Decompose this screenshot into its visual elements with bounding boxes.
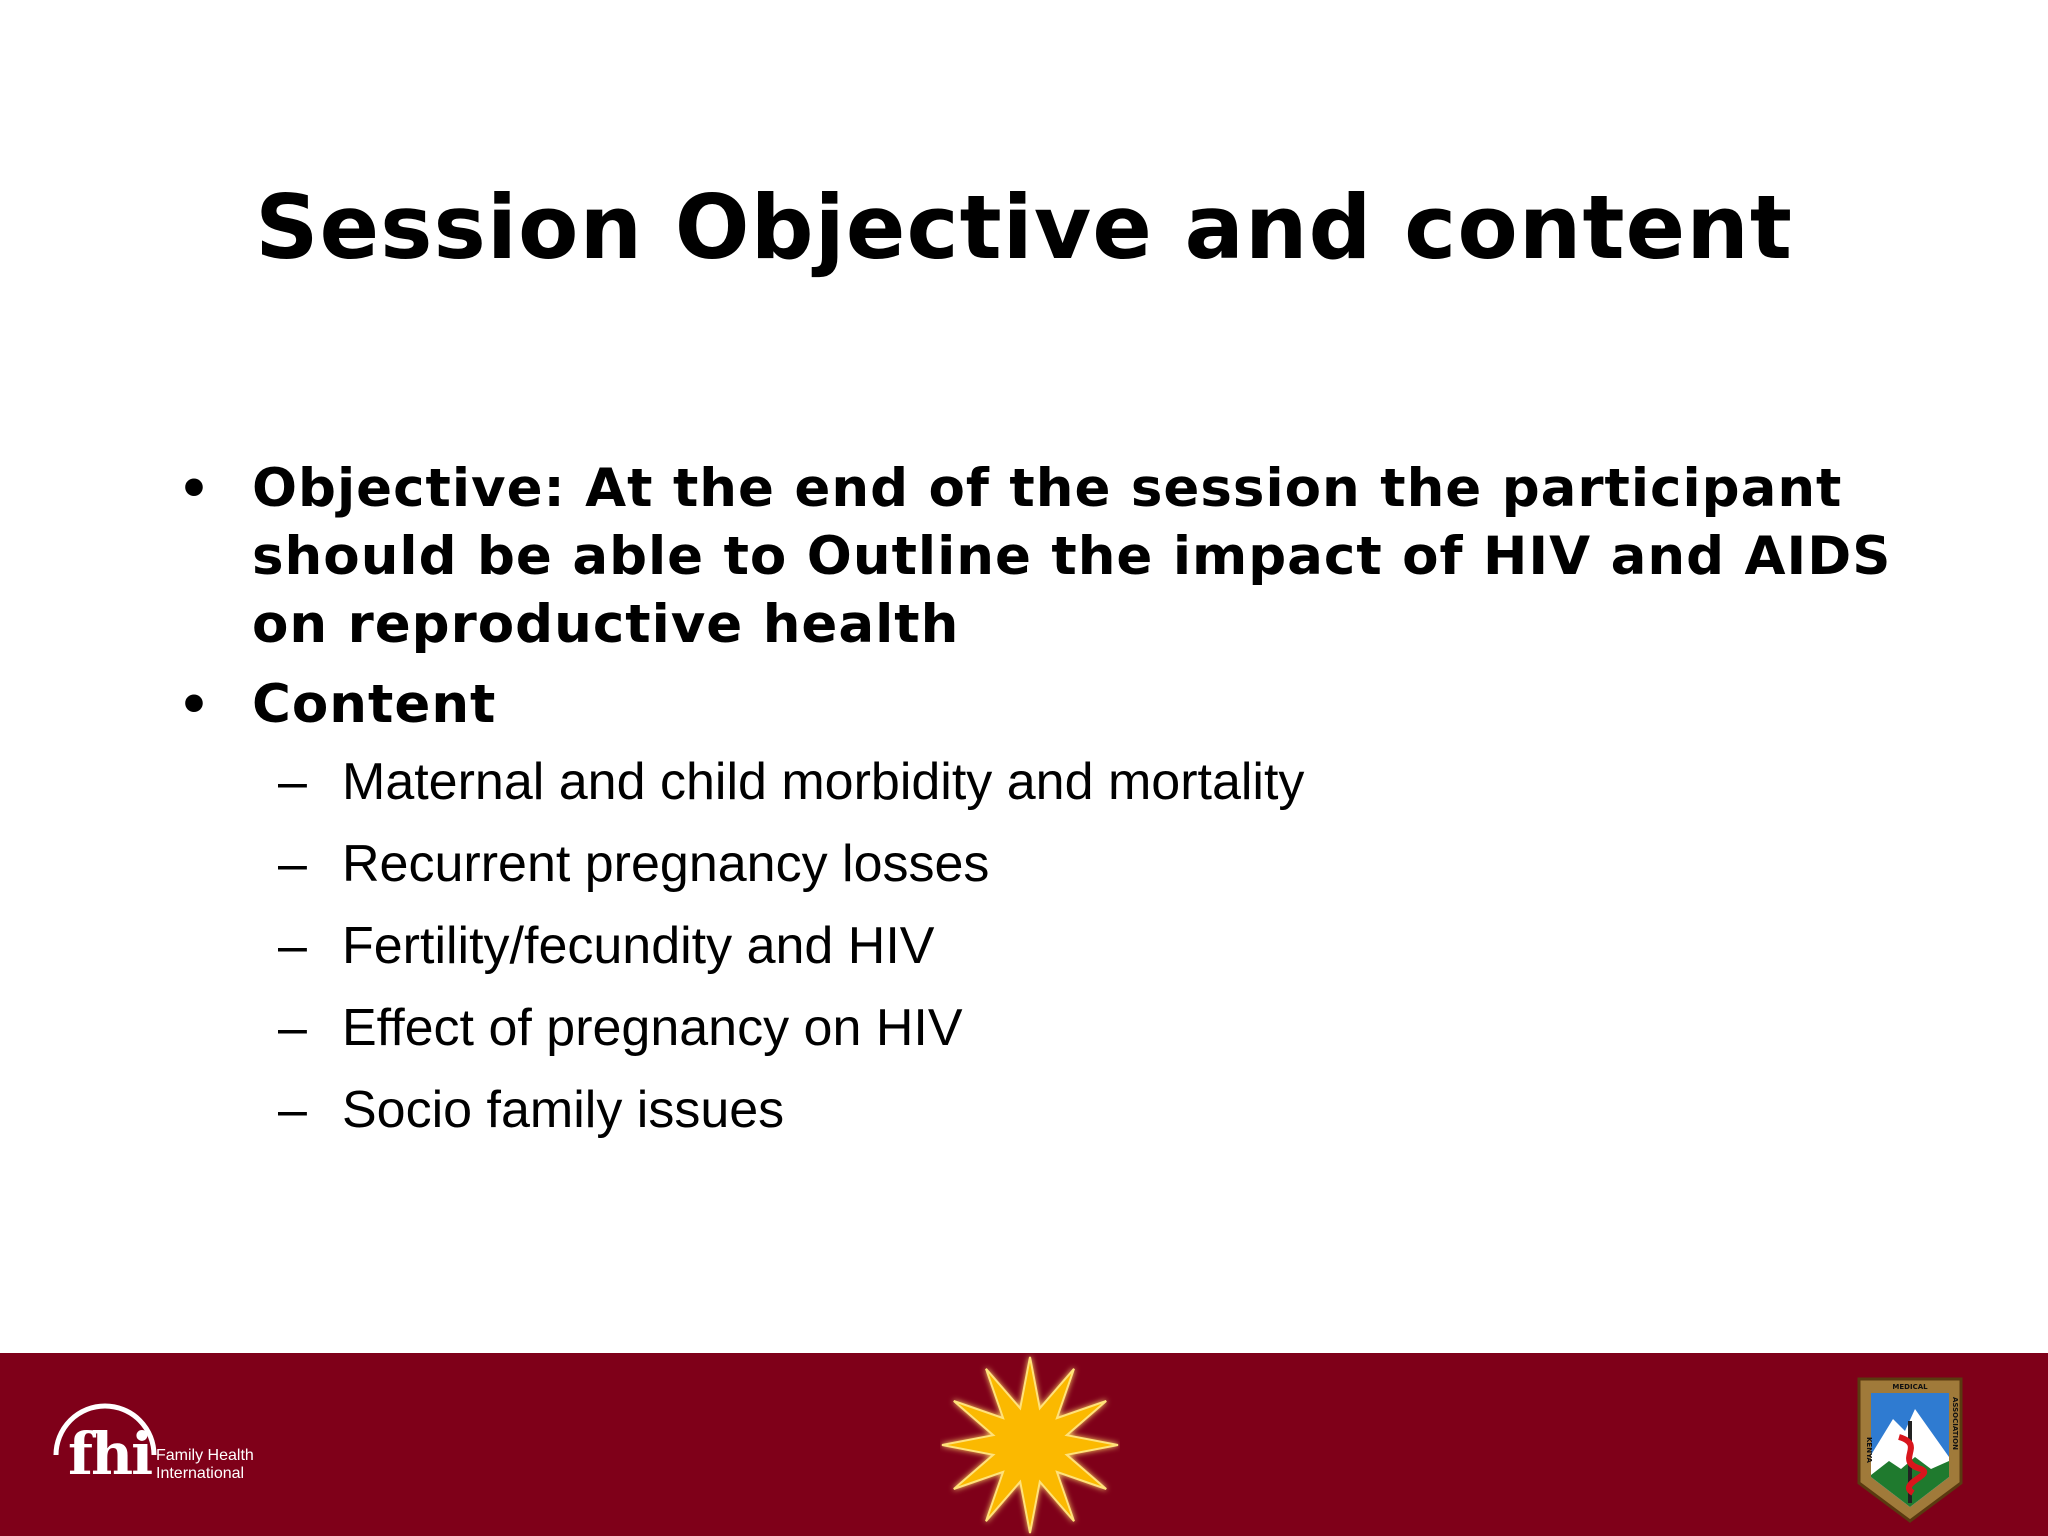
bullet-marker: • xyxy=(178,460,211,518)
sun-star-icon xyxy=(940,1353,1120,1536)
fhi-logo xyxy=(50,1397,290,1507)
list-item xyxy=(170,997,1920,1059)
slide-content xyxy=(170,455,1920,1161)
content-heading: Content xyxy=(252,674,497,735)
list-item xyxy=(170,915,1920,977)
list-item-text: Recurrent pregnancy losses xyxy=(342,835,990,893)
dash-marker: – xyxy=(278,999,307,1057)
objective-text: Objective: At the end of the session the participant should be able to Outline the impact of HIV and AIDS on reproductive health xyxy=(252,458,1892,655)
list-item-text: Maternal and child morbidity and mortality xyxy=(342,753,1305,811)
list-item-text: Fertility/fecundity and HIV xyxy=(342,917,935,975)
fhi-name: Family Health International xyxy=(156,1447,254,1482)
content-bullet xyxy=(170,671,1920,739)
kma-left-text: KENYA xyxy=(1865,1437,1873,1463)
slide-title: Session Objective and content xyxy=(255,176,1793,279)
kma-logo xyxy=(1855,1375,1965,1525)
kma-top-text: MEDICAL xyxy=(1892,1383,1928,1391)
dash-marker: – xyxy=(278,1081,307,1139)
dash-marker: – xyxy=(278,917,307,975)
list-item xyxy=(170,751,1920,813)
dash-marker: – xyxy=(278,753,307,811)
objective-bullet xyxy=(170,455,1920,659)
list-item-text: Effect of pregnancy on HIV xyxy=(342,999,963,1057)
dash-marker: – xyxy=(278,835,307,893)
content-sub-list xyxy=(170,751,1920,1141)
bullet-marker: • xyxy=(178,676,211,734)
kma-right-text: ASSOCIATION xyxy=(1951,1397,1959,1450)
list-item xyxy=(170,833,1920,895)
list-item-text: Socio family issues xyxy=(342,1081,785,1139)
footer-bar xyxy=(0,1353,2048,1536)
list-item xyxy=(170,1079,1920,1141)
fhi-mark: fhi xyxy=(68,1420,152,1488)
